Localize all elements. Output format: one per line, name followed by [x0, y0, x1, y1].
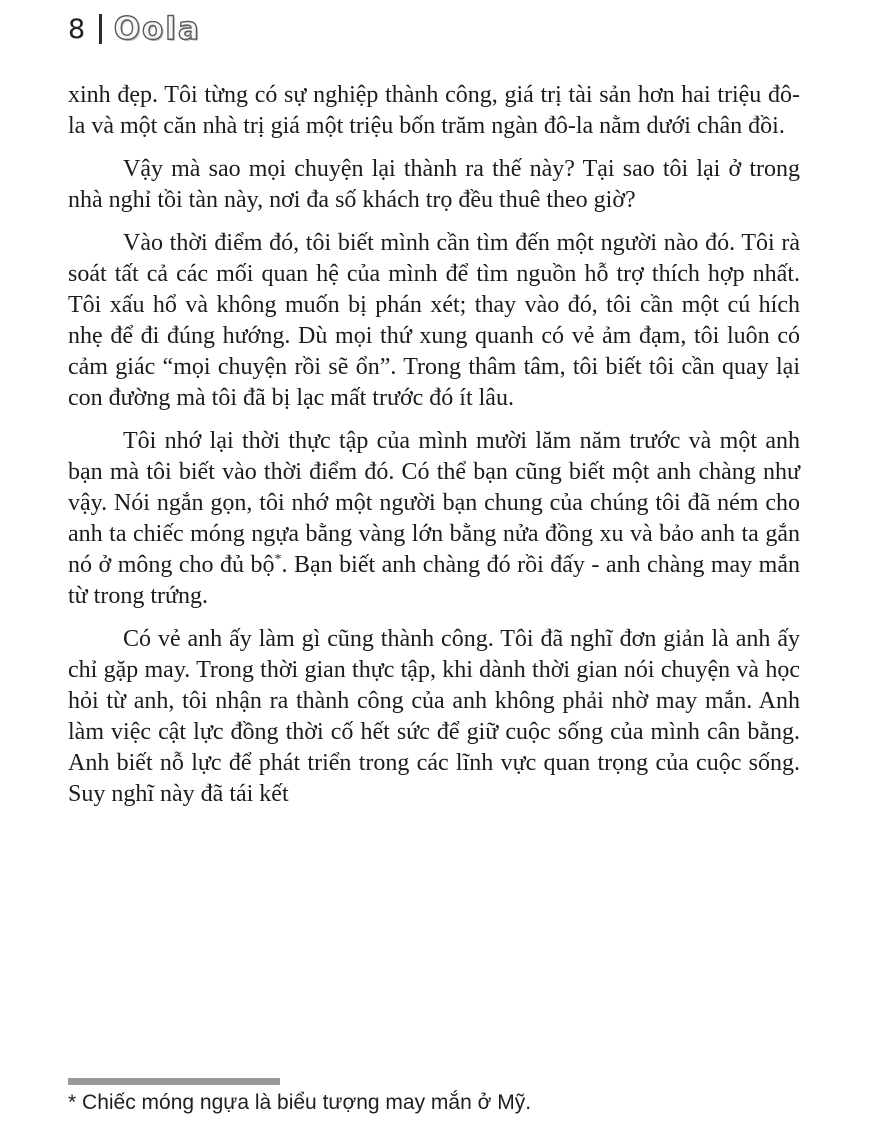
footnote-marker: * — [68, 1091, 77, 1114]
oola-logo: Oola — [113, 10, 201, 47]
footnote-reference-asterisk: * — [274, 552, 282, 567]
footnote-separator-rule — [68, 1078, 280, 1085]
footnote — [68, 1090, 800, 1116]
page-header — [68, 12, 800, 46]
paragraph: Vậy mà sao mọi chuyện lại thành ra thế này? Tại sao tôi lại ở trong nhà nghỉ tồi tàn này, nơi đa số khách trọ đều thuê theo giờ? — [68, 156, 800, 213]
paragraph: Có vẻ anh ấy làm gì cũng thành công. Tôi đã nghĩ đơn giản là anh ấy chỉ gặp may. Trong thời gian thực tập, khi dành thời gian nói chuyện và học hỏi từ anh, tôi nhận ra thành công của anh không phải nhờ may mắn. Anh làm việc cật lực đồng thời cố hết sức để giữ cuộc sống của mình cân bằng. Anh biết nỗ lực để phát triển trong các lĩnh vực quan trọng của cuộc sống. Suy nghĩ này đã tái kết — [68, 626, 800, 807]
paragraph-text-before-marker: Tôi nhớ lại thời thực tập của mình mười lăm năm trước và một anh bạn mà tôi biết vào thời điểm đó. Có thể bạn cũng biết một anh chàng như vậy. Nói ngắn gọn, tôi nhớ một người bạn chung của chúng tôi đã ném cho anh ta chiếc móng ngựa bằng vàng lớn bằng nửa đồng xu và bảo anh ta gắn nó ở mông cho đủ bộ — [68, 428, 800, 578]
paragraph: Vào thời điểm đó, tôi biết mình cần tìm đến một người nào đó. Tôi rà soát tất cả các mối quan hệ của mình để tìm nguồn hỗ trợ thích hợp nhất. Tôi xấu hổ và không muốn bị phán xét; thay vào đó, tôi cần một cú hích nhẹ để đi đúng hướng. Dù mọi thứ xung quanh có vẻ ảm đạm, tôi luôn có cảm giác “mọi chuyện rồi sẽ ổn”. Trong thâm tâm, tôi biết tôi cần quay lại con đường mà tôi đã bị lạc mất trước đó ít lâu. — [68, 230, 800, 411]
footnote-area — [68, 1078, 800, 1116]
footnote-text: Chiếc móng ngựa là biểu tượng may mắn ở Mỹ. — [82, 1091, 532, 1114]
header-divider — [99, 14, 102, 44]
book-page — [68, 0, 800, 822]
body-text — [68, 80, 800, 810]
page-number: 8 — [68, 13, 86, 45]
paragraph-text-after-marker: . Bạn biết anh chàng đó rồi đấy - anh chàng may mắn từ trong trứng. — [68, 552, 801, 609]
paragraph: xinh đẹp. Tôi từng có sự nghiệp thành công, giá trị tài sản hơn hai triệu đô-la và một căn nhà trị giá một triệu bốn trăm ngàn đô-la nằm dưới chân đồi. — [68, 82, 800, 139]
paragraph-with-footnote-ref — [68, 426, 800, 612]
